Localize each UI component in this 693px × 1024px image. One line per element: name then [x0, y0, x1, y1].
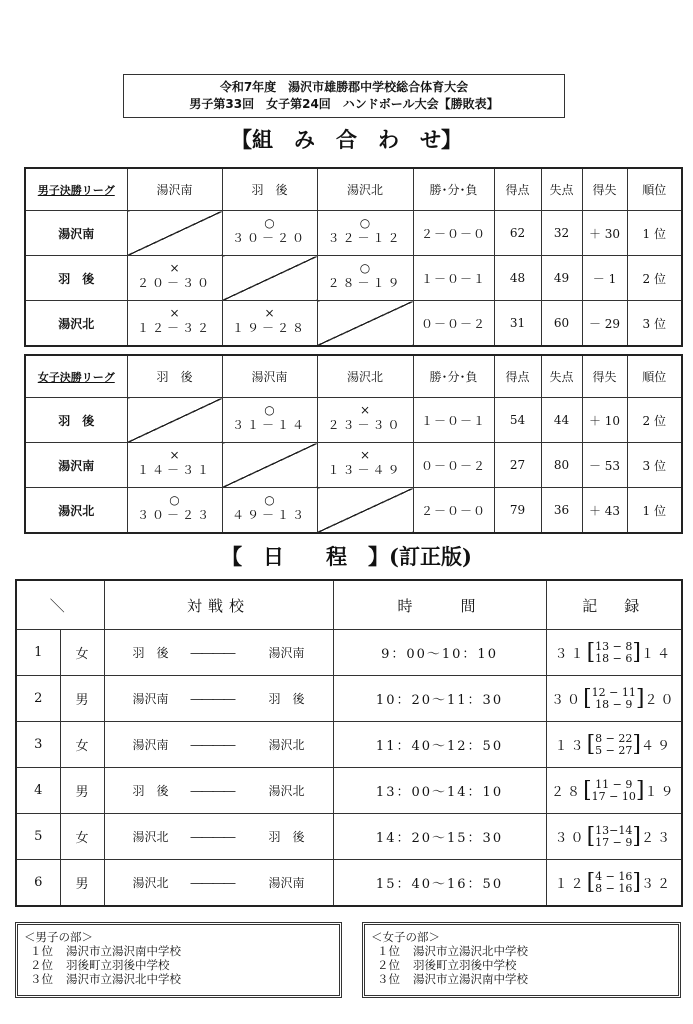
- boys-col-header: 失点: [541, 168, 582, 211]
- second-half: 18 − 6: [595, 651, 633, 665]
- match-result-cell: × １４－３１: [127, 443, 222, 488]
- points-for: 79: [494, 488, 541, 534]
- team-name: 湯沢北: [25, 301, 127, 347]
- points-against: 60: [541, 301, 582, 347]
- vs-separator: ――――: [190, 692, 235, 706]
- boys-col-header: 順位: [627, 168, 682, 211]
- girls-col-header: 得点: [494, 355, 541, 398]
- vs-separator: ――――: [190, 784, 235, 798]
- second-half: 18 − 9: [595, 697, 633, 711]
- boys-results-box: [15, 922, 342, 998]
- points-for: 62: [494, 211, 541, 256]
- table-row: [16, 860, 682, 907]
- match-number: 6: [16, 860, 60, 907]
- self-match-cell: [317, 301, 413, 347]
- boys-league-name: 男子決勝リーグ: [37, 183, 115, 197]
- points-for: 31: [494, 301, 541, 347]
- vs-separator: ――――: [190, 646, 235, 660]
- left-total: １２: [554, 877, 587, 892]
- right-total: １９: [644, 785, 677, 800]
- home-team: 湯沢北: [132, 876, 169, 890]
- corner-header: ＼: [16, 580, 104, 630]
- list-item: ３位 湯沢市立湯沢南中学校: [377, 972, 528, 986]
- away-team: 湯沢北: [268, 784, 305, 798]
- rank: 2 位: [627, 398, 682, 443]
- table-row: [25, 398, 682, 443]
- record-header: 記 録: [546, 580, 682, 630]
- match-teams: [104, 814, 333, 860]
- match-number: 2: [16, 676, 60, 722]
- schedule-table: [15, 579, 683, 907]
- second-half: 8 − 16: [595, 881, 633, 895]
- first-half: 12 − 11: [591, 685, 636, 699]
- boys-col-header: 得点: [494, 168, 541, 211]
- match-result-cell: ○ ３１－１４: [222, 398, 317, 443]
- home-team: 湯沢南: [132, 692, 169, 706]
- match-sex: 女: [60, 630, 104, 676]
- time-header: 時 間: [333, 580, 546, 630]
- win-draw-loss: ０－０－２: [413, 443, 494, 488]
- point-diff: ＋ 43: [582, 488, 627, 534]
- right-total: ４９: [640, 739, 673, 754]
- table-row: [16, 676, 682, 722]
- match-record: ３０[ 12 − 11 18 − 9 ]２０: [546, 676, 682, 722]
- match-teams: [104, 860, 333, 907]
- girls-col-header: 湯沢南: [222, 355, 317, 398]
- match-number: 3: [16, 722, 60, 768]
- left-total: ３１: [554, 647, 587, 662]
- vs-separator: ――――: [190, 830, 235, 844]
- boys-header-row: [25, 168, 682, 211]
- match-sex: 男: [60, 676, 104, 722]
- girls-results-title: ＜女子の部＞: [371, 930, 440, 944]
- match-result-cell: ○ ３２－１２: [317, 211, 413, 256]
- table-row: [25, 488, 682, 534]
- right-total: ２０: [644, 693, 677, 708]
- match-time: 9：00～10：10: [333, 630, 546, 676]
- vs-separator: ――――: [190, 738, 235, 752]
- list-item: １位 湯沢市立湯沢北中学校: [377, 944, 528, 958]
- boys-col-header: 勝･分･負: [413, 168, 494, 211]
- match-record: ３０[ 13−14 17 − 9 ]２３: [546, 814, 682, 860]
- girls-league-table: [24, 354, 683, 534]
- win-draw-loss: １－０－１: [413, 398, 494, 443]
- match-record: ２８[ 11 − 9 17 − 10 ]１９: [546, 768, 682, 814]
- win-draw-loss: ２－０－０: [413, 211, 494, 256]
- boys-league-table: [24, 167, 683, 347]
- second-half: 17 − 10: [591, 789, 636, 803]
- boys-col-header: 湯沢北: [317, 168, 413, 211]
- match-sex: 女: [60, 722, 104, 768]
- home-team: 羽 後: [132, 646, 169, 660]
- points-against: 44: [541, 398, 582, 443]
- win-draw-loss: １－０－１: [413, 256, 494, 301]
- away-team: 湯沢南: [268, 876, 305, 890]
- home-team: 湯沢南: [132, 738, 169, 752]
- girls-results-box: [362, 922, 681, 998]
- match-sex: 女: [60, 814, 104, 860]
- match-time: 14：20～15：30: [333, 814, 546, 860]
- kumiawase-title: 【組 み 合 わ せ】: [231, 127, 462, 152]
- match-number: 4: [16, 768, 60, 814]
- match-record: １３[ 8 − 22 5 − 27 ]４９: [546, 722, 682, 768]
- match-result-cell: × ２３－３０: [317, 398, 413, 443]
- rank: 1 位: [627, 488, 682, 534]
- left-total: ３０: [554, 831, 587, 846]
- point-diff: － 1: [582, 256, 627, 301]
- match-sex: 男: [60, 860, 104, 907]
- point-diff: － 29: [582, 301, 627, 347]
- self-match-cell: [317, 488, 413, 534]
- left-total: １３: [554, 739, 587, 754]
- second-half: 17 − 9: [595, 835, 633, 849]
- right-total: ３２: [640, 877, 673, 892]
- win-draw-loss: ０－０－２: [413, 301, 494, 347]
- first-half: 4 − 16: [595, 869, 633, 883]
- girls-col-header: 失点: [541, 355, 582, 398]
- rank: 3 位: [627, 301, 682, 347]
- table-row: [25, 301, 682, 347]
- list-item: ３位 湯沢市立湯沢北中学校: [30, 972, 181, 986]
- match-result-cell: × １３－４９: [317, 443, 413, 488]
- girls-col-header: 順位: [627, 355, 682, 398]
- match-teams: [104, 676, 333, 722]
- points-for: 48: [494, 256, 541, 301]
- match-record: １２[ 4 − 16 8 − 16 ]３２: [546, 860, 682, 907]
- match-number: 1: [16, 630, 60, 676]
- away-team: 湯沢南: [268, 646, 305, 660]
- points-against: 80: [541, 443, 582, 488]
- self-match-cell: [127, 398, 222, 443]
- match-number: 5: [16, 814, 60, 860]
- team-name: 羽 後: [25, 398, 127, 443]
- right-total: １４: [640, 647, 673, 662]
- first-half: 13 − 8: [595, 639, 633, 653]
- points-against: 32: [541, 211, 582, 256]
- match-sex: 男: [60, 768, 104, 814]
- header-line-2: 男子第33回 女子第24回 ハンドボール大会【勝敗表】: [189, 97, 499, 111]
- home-team: 湯沢北: [132, 830, 169, 844]
- table-row: [16, 630, 682, 676]
- vs-separator: ――――: [190, 876, 235, 890]
- points-for: 54: [494, 398, 541, 443]
- girls-header-row: [25, 355, 682, 398]
- second-half: 5 − 27: [595, 743, 633, 757]
- table-row: [16, 722, 682, 768]
- schedule-title: 【 日 程 】(訂正版): [221, 544, 472, 569]
- team-name: 湯沢南: [25, 211, 127, 256]
- girls-league-name: 女子決勝リーグ: [37, 370, 115, 384]
- match-time: 15：40～16：50: [333, 860, 546, 907]
- match-result-cell: × ２０－３０: [127, 256, 222, 301]
- away-team: 羽 後: [268, 692, 305, 706]
- first-half: 13−14: [595, 823, 633, 837]
- document-header: [123, 74, 565, 118]
- list-item: １位 湯沢市立湯沢南中学校: [30, 944, 181, 958]
- self-match-cell: [222, 443, 317, 488]
- match-time: 13：00～14：10: [333, 768, 546, 814]
- table-row: [16, 768, 682, 814]
- boys-col-header: 得失: [582, 168, 627, 211]
- away-team: 羽 後: [268, 830, 305, 844]
- rank: 2 位: [627, 256, 682, 301]
- list-item: ２位 羽後町立羽後中学校: [30, 958, 170, 972]
- girls-col-header: 羽 後: [127, 355, 222, 398]
- boys-col-header: 羽 後: [222, 168, 317, 211]
- table-row: [25, 256, 682, 301]
- match-teams: [104, 768, 333, 814]
- points-against: 36: [541, 488, 582, 534]
- header-line-1: 令和7年度 湯沢市雄勝郡中学校総合体育大会: [219, 80, 469, 94]
- table-row: [25, 211, 682, 256]
- points-for: 27: [494, 443, 541, 488]
- match-result-cell: ○ ３０－２０: [222, 211, 317, 256]
- first-half: 8 − 22: [595, 731, 633, 745]
- rank: 1 位: [627, 211, 682, 256]
- list-item: ２位 羽後町立羽後中学校: [377, 958, 517, 972]
- schedule-header-row: [16, 580, 682, 630]
- left-total: ３０: [551, 693, 584, 708]
- point-diff: － 53: [582, 443, 627, 488]
- match-result-cell: ○ ４９－１３: [222, 488, 317, 534]
- table-row: [16, 814, 682, 860]
- self-match-cell: [222, 256, 317, 301]
- match-record: ３１[ 13 − 8 18 − 6 ]１４: [546, 630, 682, 676]
- match-result-cell: ○ ３０－２３: [127, 488, 222, 534]
- table-row: [25, 443, 682, 488]
- girls-col-header: 湯沢北: [317, 355, 413, 398]
- match-result-cell: ○ ２８－１９: [317, 256, 413, 301]
- match-header: 対戦校: [104, 580, 333, 630]
- right-total: ２３: [640, 831, 673, 846]
- team-name: 羽 後: [25, 256, 127, 301]
- left-total: ２８: [551, 785, 584, 800]
- first-half: 11 − 9: [595, 777, 633, 791]
- match-result-cell: × １２－３２: [127, 301, 222, 347]
- girls-col-header: 得失: [582, 355, 627, 398]
- points-against: 49: [541, 256, 582, 301]
- match-time: 10：20～11：30: [333, 676, 546, 722]
- team-name: 湯沢北: [25, 488, 127, 534]
- self-match-cell: [127, 211, 222, 256]
- point-diff: ＋ 10: [582, 398, 627, 443]
- girls-col-header: 勝･分･負: [413, 355, 494, 398]
- match-result-cell: × １９－２８: [222, 301, 317, 347]
- match-teams: [104, 722, 333, 768]
- team-name: 湯沢南: [25, 443, 127, 488]
- boys-col-header: 湯沢南: [127, 168, 222, 211]
- win-draw-loss: ２－０－０: [413, 488, 494, 534]
- match-teams: [104, 630, 333, 676]
- rank: 3 位: [627, 443, 682, 488]
- home-team: 羽 後: [132, 784, 169, 798]
- boys-results-title: ＜男子の部＞: [24, 930, 93, 944]
- match-time: 11：40～12：50: [333, 722, 546, 768]
- point-diff: ＋ 30: [582, 211, 627, 256]
- away-team: 湯沢北: [268, 738, 305, 752]
